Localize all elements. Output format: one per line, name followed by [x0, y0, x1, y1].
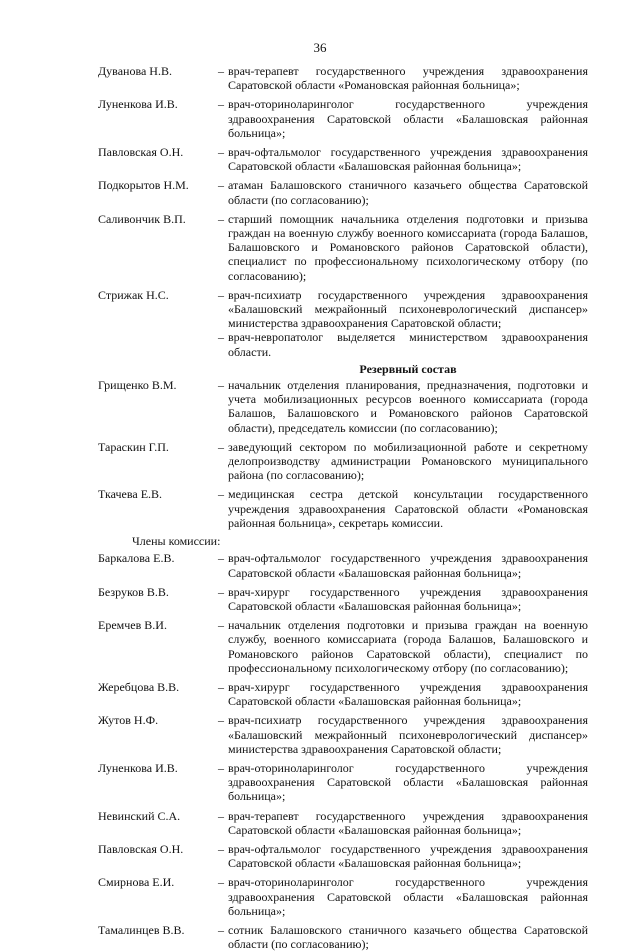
duty-line — [218, 923, 588, 951]
commission-members-list — [98, 551, 588, 951]
person-duties — [218, 809, 588, 837]
person-duties — [218, 923, 588, 951]
person-name: Безруков В.В. — [98, 584, 169, 599]
duty-text: начальник отделения подготовки и призыва граждан на военную службу, военного комиссариата (города Балашов, Балашовского и Романовского районов Саратовской области), специалист по профессиональному психологическому отбору (по согласованию); — [228, 618, 588, 675]
duty-text: врач-психиатр государственного учреждения здравоохранения «Балашовский межрайонный психоневрологический диспансер» министерства здравоохранения Саратовской области; — [228, 287, 588, 331]
person-name: Подкорытов Н.М. — [98, 178, 189, 193]
person-entry — [98, 585, 588, 613]
main-members-list — [98, 64, 588, 359]
dash-marker: – — [218, 211, 224, 226]
dash-marker: – — [218, 378, 224, 393]
duty-line — [218, 713, 588, 756]
person-name: Смирнова Е.И. — [98, 875, 175, 890]
dash-marker: – — [218, 97, 224, 112]
dash-marker: – — [218, 841, 224, 856]
duty-text: врач-невропатолог выделяется министерством здравоохранения области. — [228, 330, 588, 359]
person-entry — [98, 97, 588, 140]
reserve-section-title: Резервный состав — [359, 361, 457, 376]
person-entry — [98, 145, 588, 173]
duty-text: врач-офтальмолог государственного учреждения здравоохранения Саратовской области «Балашовская районная больница»; — [228, 841, 588, 871]
person-entry — [98, 923, 588, 951]
person-duties — [218, 761, 588, 804]
person-duties — [218, 64, 588, 92]
duty-text: заведующий сектором по мобилизационной работе и секретному делопроизводству администрации Романовского муниципального района (по согласованию); — [228, 439, 588, 483]
duty-text: медицинская сестра детской консультации государственного учреждения здравоохранения Саратовской области «Романовская районная больница», секретарь комиссии. — [228, 487, 588, 530]
person-duties — [218, 585, 588, 613]
page-number: 36 — [313, 40, 327, 55]
person-duties — [218, 551, 588, 579]
person-duties — [218, 842, 588, 870]
duty-line — [218, 440, 588, 483]
duty-line — [218, 761, 588, 804]
dash-marker: – — [218, 551, 224, 566]
person-entry — [98, 875, 588, 918]
dash-marker: – — [218, 713, 224, 728]
duty-line — [218, 97, 588, 140]
person-name: Дуванова Н.В. — [98, 64, 172, 78]
person-name: Павловская О.Н. — [98, 145, 184, 160]
person-entry — [98, 288, 588, 359]
person-name: Жутов Н.Ф. — [98, 713, 159, 728]
person-entry — [98, 212, 588, 283]
dash-marker: – — [218, 330, 224, 345]
reserve-members-list — [98, 378, 588, 530]
duty-text: врач-офтальмолог государственного учреждения здравоохранения Саратовской области «Балашовская районная больница»; — [228, 145, 588, 174]
person-entry — [98, 618, 588, 675]
person-entry — [98, 551, 588, 579]
person-entry — [98, 842, 588, 870]
person-duties — [218, 212, 588, 283]
duty-text: начальник отделения планирования, предназначения, подготовки и учета мобилизационных ресурсов военного комиссариата (города Балашов, Балашовского и Романовского районов Саратовской области), председатель комиссии (по согласованию); — [228, 378, 588, 435]
duty-text: врач-терапевт государственного учреждения здравоохранения Саратовской области «Романовская районная больница»; — [228, 64, 588, 93]
dash-marker: – — [218, 64, 224, 78]
duty-text: старший помощник начальника отделения подготовки и призыва граждан на военную службу военного комиссариата (города Балашов, Балашовского и Романовского районов Саратовской области), специалист по профессиональному психологическому отбору (по согласованию); — [228, 211, 588, 283]
person-name: Еремчев В.И. — [98, 618, 167, 633]
person-name: Ткачева Е.В. — [98, 487, 163, 502]
dash-marker: – — [218, 439, 224, 454]
duty-line — [218, 585, 588, 613]
dash-marker: – — [218, 679, 224, 694]
duty-text: врач-оториноларинголог государственного учреждения здравоохранения Саратовской области «Балашовская районная больница»; — [228, 760, 588, 804]
person-name: Тамалинцев В.В. — [98, 922, 185, 937]
duty-line — [218, 809, 588, 837]
dash-marker: – — [218, 875, 224, 890]
duty-line — [218, 330, 588, 358]
person-duties — [218, 97, 588, 140]
person-name: Павловская О.Н. — [98, 841, 184, 856]
duty-line — [218, 145, 588, 173]
person-duties — [218, 487, 588, 530]
commission-members-label: Члены комиссии: — [132, 534, 221, 549]
person-name: Луненкова И.В. — [98, 760, 178, 775]
person-duties — [218, 618, 588, 675]
person-name: Саливончик В.П. — [98, 211, 186, 226]
person-duties — [218, 145, 588, 173]
duty-line — [218, 487, 588, 530]
person-duties — [218, 440, 588, 483]
duty-text: атаман Балашовского станичного казачьего общества Саратовской области (по согласованию); — [228, 178, 588, 207]
person-entry — [98, 809, 588, 837]
person-name: Стрижак Н.С. — [98, 287, 169, 302]
duty-text: врач-оториноларинголог государственного учреждения здравоохранения Саратовской области «Балашовская районная больница»; — [228, 875, 588, 918]
dash-marker: – — [218, 760, 224, 775]
person-entry — [98, 178, 588, 206]
person-name: Невинский С.А. — [98, 808, 181, 823]
duty-line — [218, 842, 588, 870]
person-entry — [98, 680, 588, 708]
dash-marker: – — [218, 618, 224, 633]
person-entry — [98, 378, 588, 435]
duty-text: врач-хирург государственного учреждения здравоохранения Саратовской области «Балашовская районная больница»; — [228, 584, 588, 613]
person-name: Баркалова Е.В. — [98, 551, 175, 566]
dash-marker: – — [218, 287, 224, 302]
duty-line — [218, 178, 588, 206]
duty-line — [218, 288, 588, 331]
person-duties — [218, 378, 588, 435]
person-duties — [218, 680, 588, 708]
duty-text: сотник Балашовского станичного казачьего общества Саратовской области (по согласованию); — [228, 922, 588, 951]
person-duties — [218, 875, 588, 918]
person-entry — [98, 64, 588, 92]
person-name: Луненкова И.В. — [98, 97, 178, 112]
duty-text: врач-терапевт государственного учреждения здравоохранения Саратовской области «Балашовская районная больница»; — [228, 808, 588, 837]
person-duties — [218, 713, 588, 756]
duty-text: врач-психиатр государственного учреждения здравоохранения «Балашовский межрайонный психоневрологический диспансер» министерства здравоохранения Саратовской области; — [228, 713, 588, 756]
duty-line — [218, 212, 588, 283]
duty-line — [218, 64, 588, 92]
person-entry — [98, 440, 588, 483]
dash-marker: – — [218, 487, 224, 502]
duty-line — [218, 618, 588, 675]
duty-line — [218, 551, 588, 579]
duty-text: врач-хирург государственного учреждения здравоохранения Саратовской области «Балашовская районная больница»; — [228, 679, 588, 709]
person-name: Грищенко В.М. — [98, 378, 177, 393]
person-entry — [98, 713, 588, 756]
duty-line — [218, 378, 588, 435]
dash-marker: – — [218, 178, 224, 193]
dash-marker: – — [218, 922, 224, 937]
person-duties — [218, 288, 588, 359]
duty-text: врач-офтальмолог государственного учреждения здравоохранения Саратовской области «Балашовская районная больница»; — [228, 551, 588, 580]
person-entry — [98, 487, 588, 530]
duty-text: врач-оториноларинголог государственного учреждения здравоохранения Саратовской области «Балашовская районная больница»; — [228, 97, 588, 140]
person-entry — [98, 761, 588, 804]
person-name: Тараскин Г.П. — [98, 439, 169, 454]
dash-marker: – — [218, 145, 224, 160]
document-body — [98, 64, 588, 951]
dash-marker: – — [218, 584, 224, 599]
dash-marker: – — [218, 808, 224, 823]
duty-line — [218, 875, 588, 918]
person-name: Жеребцова В.В. — [98, 679, 180, 694]
duty-line — [218, 680, 588, 708]
person-duties — [218, 178, 588, 206]
